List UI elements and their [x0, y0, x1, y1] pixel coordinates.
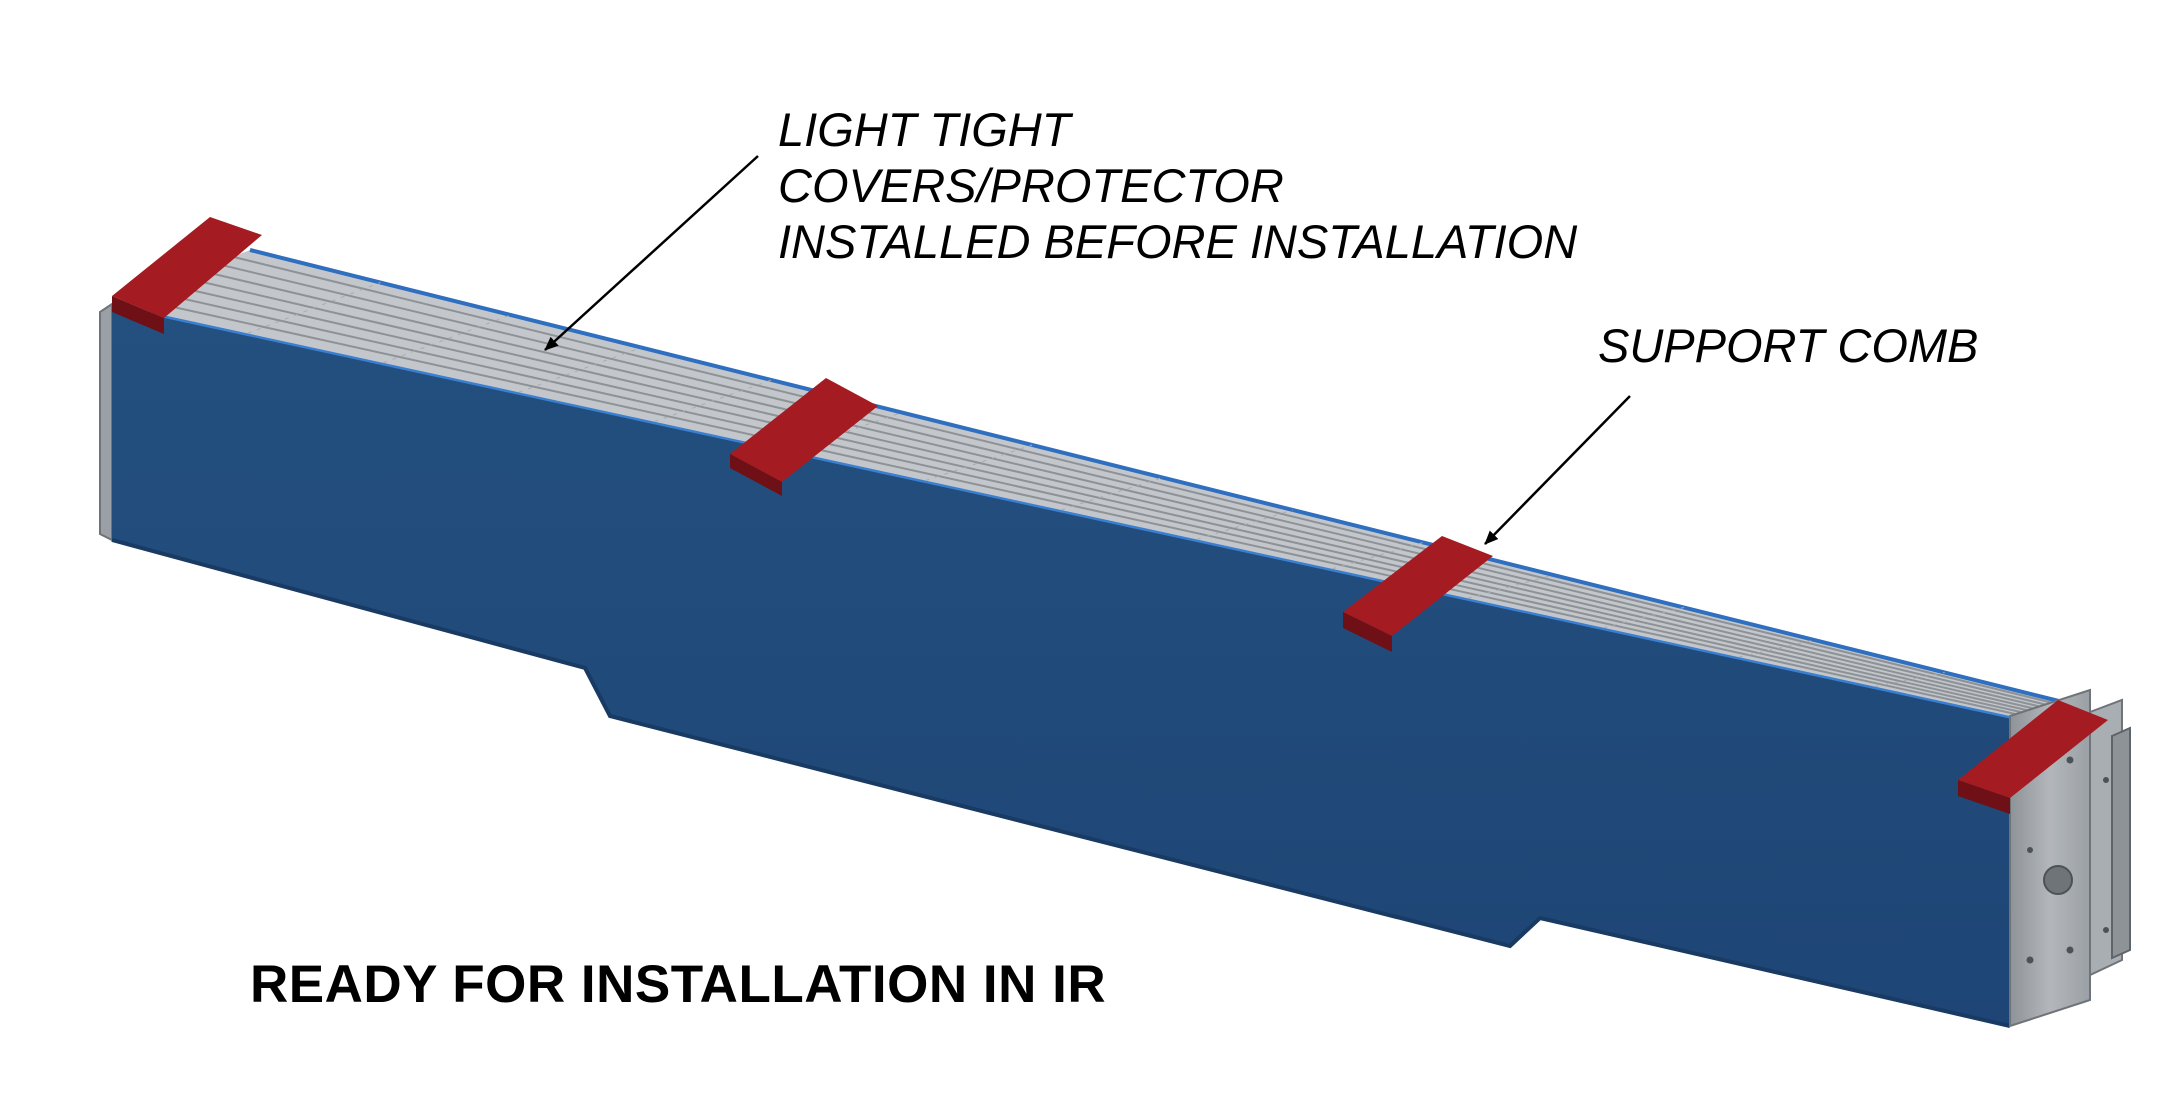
- end-plate-bolt-icon: [2067, 947, 2074, 954]
- module-body: [112, 304, 2010, 1026]
- ready-for-installation-caption: READY FOR INSTALLATION IN IR: [250, 955, 1107, 1014]
- end-plate-bolt-icon: [2103, 777, 2109, 783]
- light-tight-label-line-3: INSTALLED BEFORE INSTALLATION: [778, 215, 1578, 268]
- end-plate-bolt-icon: [2027, 847, 2033, 853]
- support-comb-label: SUPPORT COMB: [1598, 319, 1979, 372]
- end-plate-bolt-icon: [2067, 757, 2074, 764]
- end-plate-port-icon: [2044, 866, 2072, 894]
- light-tight-label-line-1: LIGHT TIGHT: [778, 103, 1071, 156]
- light-tight-covers-label: [778, 102, 1577, 270]
- end-plate-bolt-icon: [2027, 957, 2034, 964]
- light-tight-arrow: [545, 156, 758, 350]
- end-plate-bolt-icon: [2103, 927, 2109, 933]
- module-front-face: [112, 304, 2010, 1026]
- right-end-flange: [2112, 728, 2130, 958]
- support-comb-arrow: [1485, 396, 1630, 544]
- left-end-plate: [100, 304, 112, 540]
- light-tight-label-line-2: COVERS/PROTECTOR: [778, 159, 1284, 212]
